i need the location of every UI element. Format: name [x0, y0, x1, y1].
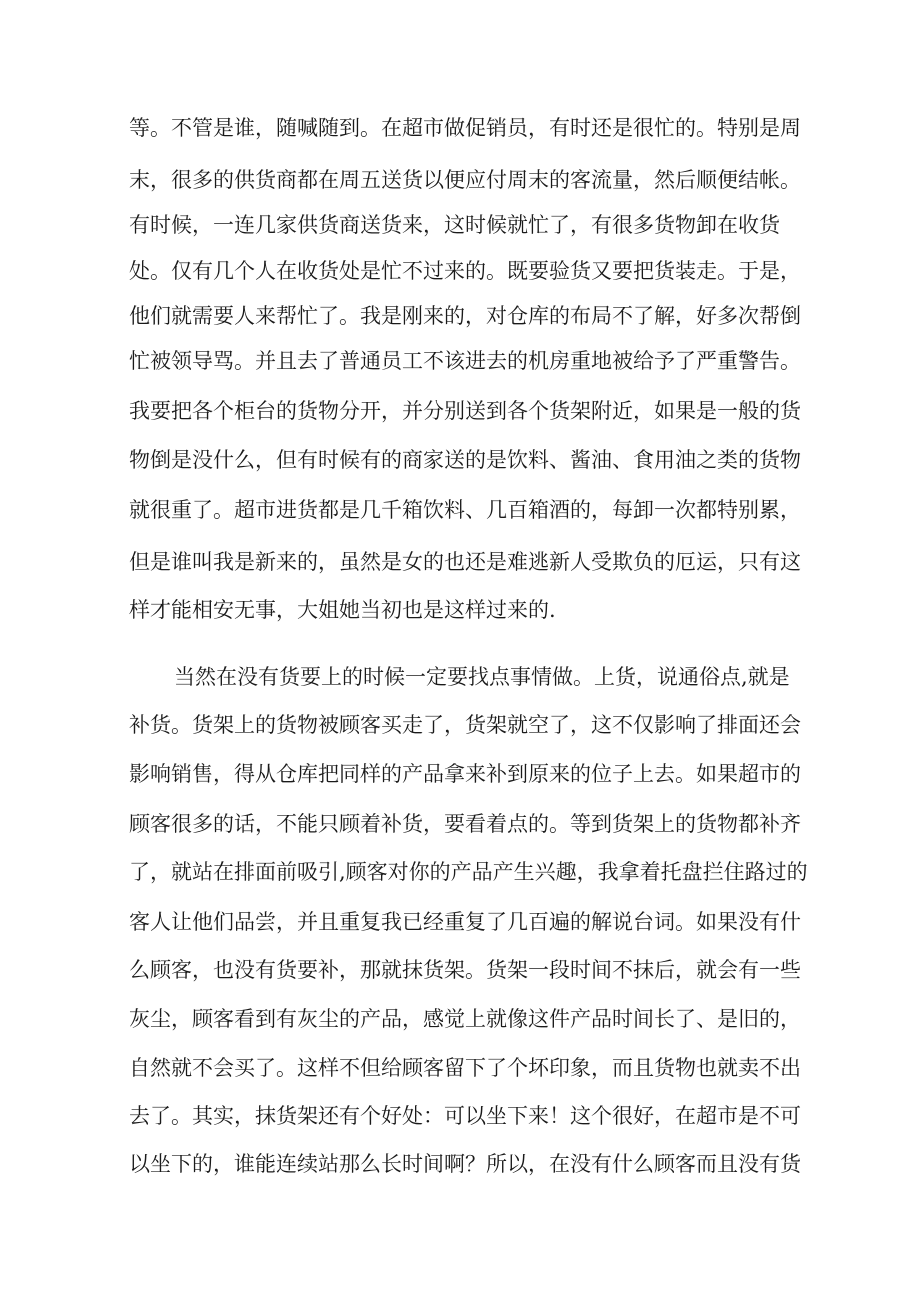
text-line: 了，就站在排面前吸引,顾客对你的产品产生兴趣，我拿着托盘拦住路过的	[129, 860, 808, 884]
text-line: 但是谁叫我是新来的，虽然是女的也还是难逃新人受欺负的厄运，只有这	[129, 550, 801, 574]
text-line: 灰尘，顾客看到有灰尘的产品，感觉上就像这件产品时间长了、是旧的，	[129, 1007, 801, 1031]
text-line: 客人让他们品尝，并且重复我已经重复了几百遍的解说台词。如果没有什	[129, 910, 801, 934]
text-line: 去了。其实，抹货架还有个好处：可以坐下来！这个很好，在超市是不可	[129, 1104, 801, 1128]
text-line: 当然在没有货要上的时候一定要找点事情做。上货，说通俗点,就是	[174, 665, 790, 689]
text-line: 样才能相安无事，大姐她当初也是这样过来的.	[129, 598, 556, 622]
text-line: 补货。货架上的货物被顾客买走了，货架就空了，这不仅影响了排面还会	[129, 713, 801, 737]
text-line: 等。不管是谁，随喊随到。在超市做促销员，有时还是很忙的。特别是周	[129, 116, 801, 140]
text-line: 物倒是没什么，但有时候有的商家送的是饮料、酱油、食用油之类的货物	[129, 448, 801, 472]
text-line: 末，很多的供货商都在周五送货以便应付周末的客流量，然后顺便结帐。	[129, 168, 801, 192]
text-line: 以坐下的，谁能连续站那么长时间啊？所以，在没有什么顾客而且没有货	[129, 1152, 801, 1176]
text-line: 我要把各个柜台的货物分开，并分别送到各个货架附近，如果是一般的货	[129, 399, 801, 423]
text-line: 顾客很多的话，不能只顾着补货，要看着点的。等到货架上的货物都补齐	[129, 812, 801, 836]
text-line: 自然就不会买了。这样不但给顾客留下了个坏印象，而且货物也就卖不出	[129, 1056, 801, 1080]
text-line: 么顾客，也没有货要补，那就抹货架。货架一段时间不抹后，就会有一些	[129, 958, 801, 982]
text-line: 忙被领导骂。并且去了普通员工不该进去的机房重地被给予了严重警告。	[129, 349, 801, 373]
text-line: 有时候，一连几家供货商送货来，这时候就忙了，有很多货物卸在收货	[129, 213, 780, 237]
text-line: 就很重了。超市进货都是几千箱饮料、几百箱酒的，每卸一次都特别累，	[129, 498, 801, 522]
text-line: 处。仅有几个人在收货处是忙不过来的。既要验货又要把货装走。于是，	[129, 259, 801, 283]
text-line: 影响销售，得从仓库把同样的产品拿来补到原来的位子上去。如果超市的	[129, 762, 801, 786]
text-line: 他们就需要人来帮忙了。我是刚来的，对仓库的布局不了解，好多次帮倒	[129, 304, 801, 328]
